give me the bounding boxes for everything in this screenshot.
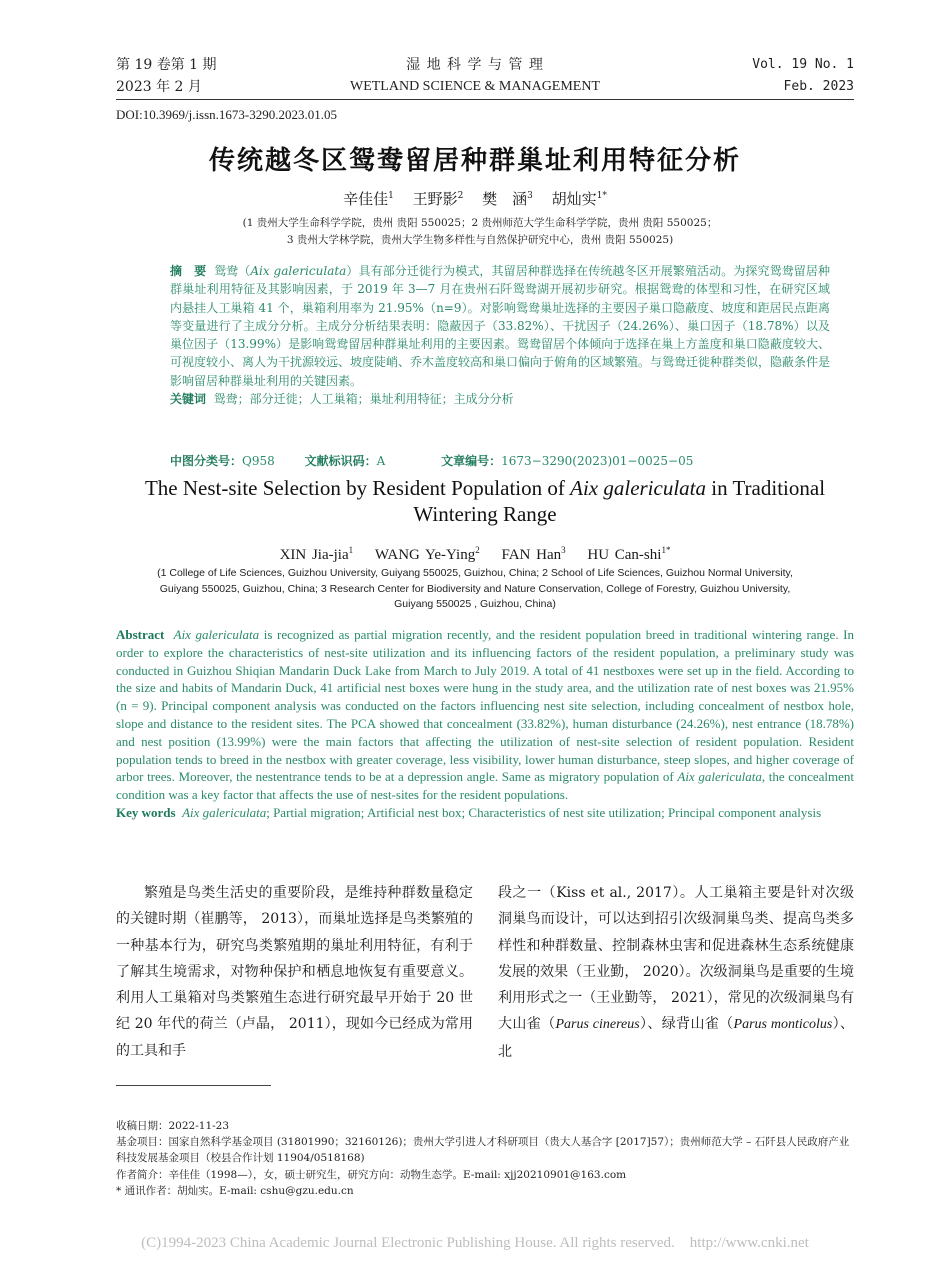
cn-author: 胡灿实$^{1*}$	[551, 190, 607, 208]
footnote-author-bio: 作者简介：辛佳佳（1998—），女，硕士研究生，研究方向：动物生态学。E-mail: xjj20210901@163.com	[116, 1168, 627, 1181]
en-author: FAN Han$^3$	[501, 545, 566, 563]
page-title: 传统越冬区鸳鸯留居种群巢址利用特征分析	[208, 146, 741, 176]
footnotes	[116, 1118, 856, 1199]
cn-classification: 中图分类号：Q958 文献标识码：A 文章编号：1673−3290(2023)01−0025−05	[170, 454, 694, 468]
cn-author: 樊 涵$^3$	[482, 190, 533, 208]
en-author: XIN Jia-jia$^1$	[279, 545, 354, 563]
cn-keywords: 关键词 鸳鸯；部分迁徙；人工巢箱；巢址利用特征；主成分分析	[170, 392, 514, 407]
cn-author: 辛佳佳$^1$	[343, 190, 394, 208]
en-abstract: Abstract Aix galericulata is recognized as partial migration recently, and the resident population breed in traditional wintering range. In order to explore the characteristics of nest-site utilization and its influencing factors of the resident population, a preliminary study was conducted in Guizhou Shiqian Mandarin Duck Lake from March to July 2019. A total of 41 nestboxes were set up in the field. According to the size and habits of Mandarin Duck, 41 artificial nest boxes were hung in the study area, and the utilization rate of nest boxes was 21.95% (n = 9). Principal component analysis was conducted on the factors influencing nest site selection, including concealment of nestbox hole, slope and distance to the resident sites. The PCA showed that concealment (33.82%), human disturbance (24.26%), nest entrance (18.78%) and nest position (13.99%) were the main factors that affecting the utilization of nest-site selection of resident population. Resident population tends to breed in the nestbox with greater coverage, less visibility, lower human disturbance, steep slopes, and higher coverage of arbor trees. Moreover, the nestentrance tends to be at a depression angle. Same as migratory population of Aix galericulata, the concealment condition was a key factor that affects the use of nest-sites for the resident populations. Key words Aix galericulata; Partial migration; Artificial nest box; Characteristics of nest site utilization; Principal component analysis	[116, 627, 855, 820]
en-affiliations: (1 College of Life Sciences, Guizhou University, Guiyang 550025, Guizhou, China; 2 School of Life Sciences, Guizhou Normal University, Guiyang 550025, Guizhou, China; 3 Research Center for Biodiversity and Nature Conservation, College of Forestry, Guizhou University, Guiyang 550025 , Guizhou, China)	[157, 567, 793, 610]
body-column-left: 繁殖是鸟类生活史的重要阶段，是维持种群数量稳定的关键时期（崔鹏等， 2013），而巢址选择是鸟类繁殖的一种基本行为，研究鸟类繁殖期的巢址利用特征，有利于了解其生境需求，对物种保护和栖息地恢复有重要意义。利用人工巢箱对鸟类繁殖生态进行研究最早开始于 20 世纪 20 年代的荷兰（卢晶， 2011），现如今已经成为常用的工具和手	[116, 885, 473, 1059]
en-author: HU Can-shi$^{1*}$	[587, 545, 671, 563]
cn-abstract-label: 摘 要	[170, 264, 207, 278]
cn-affiliations: (1 贵州大学生命科学学院，贵州 贵阳 550025；2 贵州师范大学生命科学学院，贵州 贵阳 550025； 3 贵州大学林学院，贵州大学生物多样性与自然保护研究中心，贵州 贵阳 550025)	[242, 217, 718, 246]
footnote-rule	[116, 1085, 271, 1086]
body-column-right: 段之一（Kiss et al., 2017）。人工巢箱主要是针对次级洞巢鸟而设计，可以达到招引次级洞巢鸟类、提高鸟类多样性和种群数量、控制森林虫害和促进森林生态系统健康发展的效果（王业勤， 2020）。次级洞巢鸟是重要的生境利用形式之一（王业勤等， 2021），常见的次级洞巢鸟有大山雀（Parus cinereus）、绿背山雀（Parus monticolus）、北	[498, 885, 854, 1060]
species-name: Aix galericulata	[250, 264, 347, 278]
journal-en: WETLAND SCIENCE & MANAGEMENT	[349, 79, 601, 94]
date-cn: 2023 年 2 月	[116, 79, 202, 95]
en-keywords: Key words Aix galericulata; Partial migration; Artificial nest box; Characteristics of nest site utilization; Principal component analysis	[116, 804, 822, 820]
cn-author-list	[0, 188, 950, 209]
cn-author: 王野影$^2$	[412, 190, 464, 208]
en-abstract-label: Abstract	[116, 627, 165, 642]
volume-en: Vol. 19 No. 1	[752, 57, 854, 72]
english-title: The Nest-site Selection by Resident Population of Aix galericulata in Traditional Wintering Range	[144, 476, 826, 526]
issue-cn: 第 19 卷第 1 期	[116, 57, 217, 73]
journal-cn: 湿 地 科 学 与 管 理	[406, 57, 544, 73]
header-rule	[116, 99, 854, 100]
cn-abstract: 摘 要 鸳鸯（Aix galericulata）具有部分迁徙行为模式，其留居种群选择在传统越冬区开展繁殖活动。为探究鸳鸯留居种群巢址利用特征及其影响因素，于 2019 年 3—7 月在贵州石阡鸳鸯湖开展初步研究。根据鸳鸯的体型和习性，在研究区域内悬挂人工巢箱 41 个，巢箱利用率为 21.95%（n=9）。对影响鸳鸯巢址选择的主要因子巢口隐蔽度、坡度和距居民点距离等变量进行了主成分分析。主成分分析结果表明：隐蔽因子（33.82%）、干扰因子（24.26%）、巢口因子（18.78%）以及巢位因子（13.99%）是影响鸳鸯留居种群巢址利用的主要因素。鸳鸯留居个体倾向于选择在巢上方盖度和巢口隐蔽度较大、可视度较小、离人为干扰源较远、坡度陡峭、乔木盖度较高和巢口偏向于俯角的区域繁殖。与鸳鸯迁徙种群类似，隐蔽条件是影响留居种群巢址利用的关键因素。 关键词 鸳鸯；部分迁徙；人工巢箱；巢址利用特征；主成分分析	[170, 262, 830, 408]
footnote-funding: 基金项目：国家自然科学基金项目 (31801990；32160126)；贵州大学引进人才科研项目（贵大人基合字 [2017]57）；贵州师范大学 – 石阡县人民政府产业科技发展基金项目（校县合作计划 11904/0518168)	[116, 1136, 850, 1165]
copyright-watermark: (C)1994-2023 China Academic Journal Electronic Publishing House. All rights reserved. http://www.cnki.net	[141, 1235, 809, 1251]
doi: DOI:10.3969/j.issn.1673-3290.2023.01.05	[116, 107, 337, 122]
en-author-list	[0, 545, 950, 564]
footnote-received: 收稿日期：2022-11-23	[116, 1120, 230, 1132]
footnote-corresponding: * 通讯作者：胡灿实。E-mail: cshu@gzu.edu.cn	[116, 1184, 354, 1197]
en-author: WANG Ye-Ying$^2$	[374, 545, 480, 563]
date-en: Feb. 2023	[783, 79, 854, 94]
